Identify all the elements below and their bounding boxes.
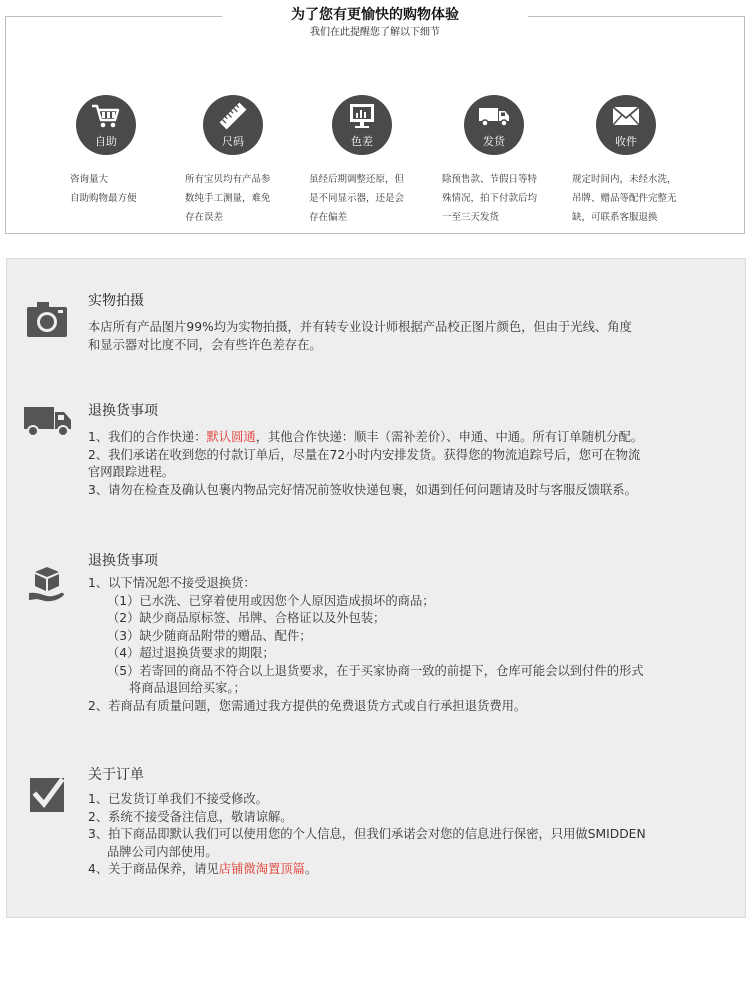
list-item: （3）缺少随商品附带的赠品、配件； <box>107 628 312 643</box>
feature-desc-shipping: 除预售款、节假日等特 殊情况，拍下付款后均 一至三天发货 <box>442 174 538 223</box>
section-body: 1、已发货订单我们不接受修改。 2、系统不接受备注信息，敬请谅解。 3、拍下商品即默认我们可以使用您的个人信息，但我们承诺会对您的信息进行保密，只用做SMIDDEN 品牌公司内部使用。 4、关于商品保养，请见店铺微淘置顶篇。 <box>88 792 646 876</box>
section-title: 关于订单 <box>88 767 144 783</box>
section-title: 退换货事项 <box>88 403 158 419</box>
feature-self-service <box>76 95 136 155</box>
section-title: 实物拍摄 <box>88 293 144 309</box>
envelope-icon <box>609 101 643 131</box>
feature-color-diff <box>332 95 392 155</box>
feature-shipping <box>464 95 524 155</box>
page-subtitle: 我们在此提醒您了解以下细节 <box>310 27 440 38</box>
feature-desc-size: 所有宝贝均有产品参 数纯手工测量，难免 存在误差 <box>185 174 271 223</box>
default-courier-highlight: 默认圆通 <box>206 430 256 444</box>
section-body: 1、我们的合作快递：默认圆通，其他合作快递：顺丰（需补差价）、申通、中通。所有订单随机分配。 2、我们承诺在收到您的付款订单后，尽量在72小时内安排发货。获得您的物流追踪号后，您可在物流 官网跟踪进程。 3、请勿在检查及确认包裹内物品完好情况前签收快递包裹，如遇到任何问题请及时与客服反馈联系。 <box>88 430 644 497</box>
list-item: （5）若寄回的商品不符合以上退货要求，在于买家协商一致的前提下，仓库可能会以到付件的形式 <box>107 663 644 678</box>
list-item: （1）已水洗、已穿着使用或因您个人原因造成损坏的商品； <box>107 593 435 608</box>
feature-label: 色差 <box>351 135 373 148</box>
feature-desc-color-diff: 虽经后期调整还原，但 是不同显示器，还是会 存在偏差 <box>309 174 405 223</box>
shopping-cart-icon <box>89 101 123 131</box>
feature-label: 尺码 <box>222 135 244 148</box>
truck-icon <box>477 101 511 131</box>
section-body: 1、以下情况恕不接受退换货： （1）已水洗、已穿着使用或因您个人原因造成损坏的商品； （2）缺少商品原标签、吊牌、合格证以及外包装； （3）缺少随商品附带的赠品、配件； （4）超过退换货要求的期限； （5）若寄回的商品不符合以上退货要求，在于买家协商一致的前提下，仓库可能会以到付件的形式 将商品退回给买家。； 2、若商品有质量问题，您需通过我方提供的免费退货方式或自行承担退货费用。 <box>88 575 738 715</box>
feature-label: 自助 <box>95 135 117 148</box>
feature-label: 收件 <box>615 135 637 148</box>
feature-receiving <box>596 95 656 155</box>
monitor-icon <box>345 101 379 131</box>
list-item: （4）超过退换货要求的期限； <box>107 646 275 660</box>
notice-box <box>5 16 745 234</box>
feature-label: 发货 <box>483 135 505 148</box>
feature-size <box>203 95 263 155</box>
package-hand-icon <box>25 563 69 607</box>
camera-icon <box>25 297 69 341</box>
section-title: 退换货事项 <box>88 553 158 569</box>
feature-desc-receiving: 规定时间内，未经水洗， 吊牌、赠品等配件完整无 缺，可联系客服退换 <box>572 174 677 223</box>
checkbox-checked-icon <box>25 773 69 817</box>
page-title: 为了您有更愉快的购物体验 <box>291 7 459 23</box>
store-post-link[interactable]: 店铺微淘置顶篇 <box>218 862 305 876</box>
delivery-truck-icon <box>23 399 73 443</box>
feature-desc-self-service: 咨询量大 自助购物最方便 <box>70 174 137 204</box>
ruler-icon <box>216 101 250 131</box>
section-body: 本店所有产品图片99%均为实物拍摄，并有转专业设计师根据产品校正图片颜色，但由于光线、角度 和显示器对比度不同，会有些许色差存在。 <box>88 320 632 352</box>
info-panel <box>6 258 746 918</box>
list-item: （2）缺少商品原标签、吊牌、合格证以及外包装； <box>107 611 386 625</box>
page-header <box>222 4 528 40</box>
